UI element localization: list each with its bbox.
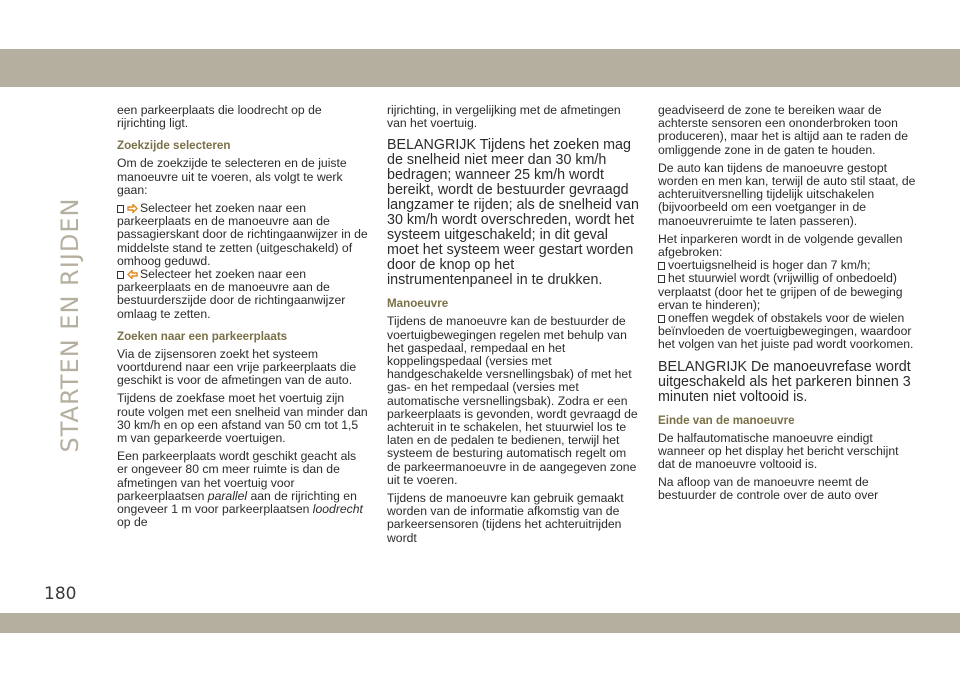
paragraph: Tijdens de zoekfase moet het voertuig zijn route volgen met een snelheid van minder dan 30 km/h en op een afstand van 50 cm tot 1,5 m van geparkeerde voertuigen. [117, 391, 368, 446]
list-item [658, 272, 916, 312]
list-item [117, 202, 370, 268]
paragraph: een parkeerplaats die loodrecht op de rijrichting ligt. [117, 103, 322, 131]
bullet-box-icon [117, 205, 124, 213]
paragraph: geadviseerd de zone te bereiken waar de achterste sensoren een ononderbroken toon produceren), maar het is altijd aan te raden de omliggende zone in de gaten te houden. [658, 103, 908, 157]
bullet-box-icon [658, 275, 665, 283]
paragraph: Het inparkeren wordt in de volgende gevallen afgebroken: [658, 231, 903, 260]
bullet-box-icon [658, 315, 665, 323]
list-item [117, 268, 370, 321]
list-item-text: Selecteer het zoeken naar een parkeerplaats en de manoeuvre aan de bestuurderszijde door de richtingaanwijzer omlaag te zetten. [117, 267, 346, 321]
list-item-text: het stuurwiel wordt (vrijwillig of onbedoeld) verplaatst (door het te grijpen of de beweging ervan te hinderen); [658, 271, 903, 312]
bullet-box-icon [658, 262, 665, 270]
column-1 [117, 104, 370, 534]
heading-manoeuvre: Manoeuvre [387, 297, 449, 311]
heading-select-side: Zoekzijde selecteren [117, 139, 231, 153]
list-item-text: oneffen wegdek of obstakels voor de wielen beïnvloeden de voertuigbewegingen, waardoor het volgen van het juiste pad wordt voorkomen. [658, 311, 914, 352]
important-note: BELANGRIJK Tijdens het zoeken mag de snelheid niet meer dan 30 km/h bedragen; wanneer 25 km/h wordt bereikt, wordt de bestuurder gevraagd langzamer te rijden; als de snelheid van 30 km/h wordt overschreden, wordt het systeem uitgeschakeld; in dit geval moet het systeem weer gestart worden door de knop op het instrumentenpaneel in te drukken. [387, 137, 639, 289]
list-item-text: voertuigsnelheid is hoger dan 7 km/h; [668, 258, 871, 273]
italic-text: loodrecht [312, 502, 363, 517]
list-item-text: Selecteer het zoeken naar een parkeerplaats en de manoeuvre aan de passagierskant door de richtingaanwijzer in de middelste stand te zetten (uitgeschakeld) of omhoog geduwd. [117, 201, 368, 268]
arrow-right-icon [127, 204, 138, 213]
list-item [658, 312, 916, 352]
arrow-left-icon [127, 270, 138, 279]
page-number: 180 [44, 584, 77, 604]
header-band [0, 49, 960, 87]
heading-end-manoeuvre: Einde van de manoeuvre [658, 413, 795, 427]
section-title: STARTEN EN RIJDEN [56, 197, 84, 453]
heading-search: Zoeken naar een parkeerplaats [117, 329, 288, 343]
important-note: BELANGRIJK De manoeuvrefase wordt uitgeschakeld als het parkeren binnen 3 minuten niet voltooid is. [658, 358, 911, 405]
paragraph: rijrichting, in vergelijking met de afmetingen van het voertuig. [387, 103, 621, 131]
text-run: Een parkeerplaats wordt geschikt geacht als er ongeveer 80 cm meer ruimte is dan de afmetingen van het voertuig voor parkeerplaatsen [117, 449, 357, 503]
text-run: aan de rijrichting en ongeveer 1 m voor parkeerplaatsen [117, 488, 357, 517]
text-run: op de [117, 515, 148, 530]
paragraph: Tijdens de manoeuvre kan gebruik gemaakt worden van de informatie afkomstig van de parkeersensoren (tijdens het achteruitrijden wordt [387, 491, 624, 545]
paragraph: De auto kan tijdens de manoeuvre gestopt worden en men kan, terwijl de auto stil staat, de achteruitversnelling tijdelijk uitschakelen (bijvoorbeeld om een voetganger in de manoeuvreruimte te laten passeren). [658, 160, 916, 228]
paragraph [117, 450, 370, 529]
paragraph: Tijdens de manoeuvre kan de bestuurder de voertuigbewegingen regelen met behulp van het gaspedaal, rempedaal en het koppelingspedaal (versies met handgeschakelde versnellingsbak) of met het gas- en het rempedaal (versies met automatische versnellingsbak). Zodra er een parkeerplaats is gevonden, wordt gevraagd de achteruit in te schakelen, het stuurwiel los te laten en de pedalen te bedienen, terwijl het systeem de besturing automatisch regelt om de parkeermanoeuvre in de aangegeven zone uit te voeren. [387, 314, 638, 487]
paragraph: De halfautomatische manoeuvre eindigt wanneer op het display het bericht verschijnt dat de manoeuvre voltooid is. [658, 430, 899, 472]
bullet-box-icon [117, 271, 124, 279]
paragraph: Na afloop van de manoeuvre neemt de bestuurder de controle over de auto over [658, 475, 879, 503]
italic-text: parallel [207, 488, 248, 503]
paragraph: Om de zoekzijde te selecteren en de juiste manoeuvre uit te voeren, als volgt te werk gaan: [117, 156, 347, 197]
column-2 [387, 104, 640, 550]
column-3 [658, 104, 916, 508]
footer-band [0, 613, 960, 633]
paragraph: Via de zijsensoren zoekt het systeem voortdurend naar een vrije parkeerplaats die geschikt is voor de afmetingen van de auto. [117, 346, 357, 388]
